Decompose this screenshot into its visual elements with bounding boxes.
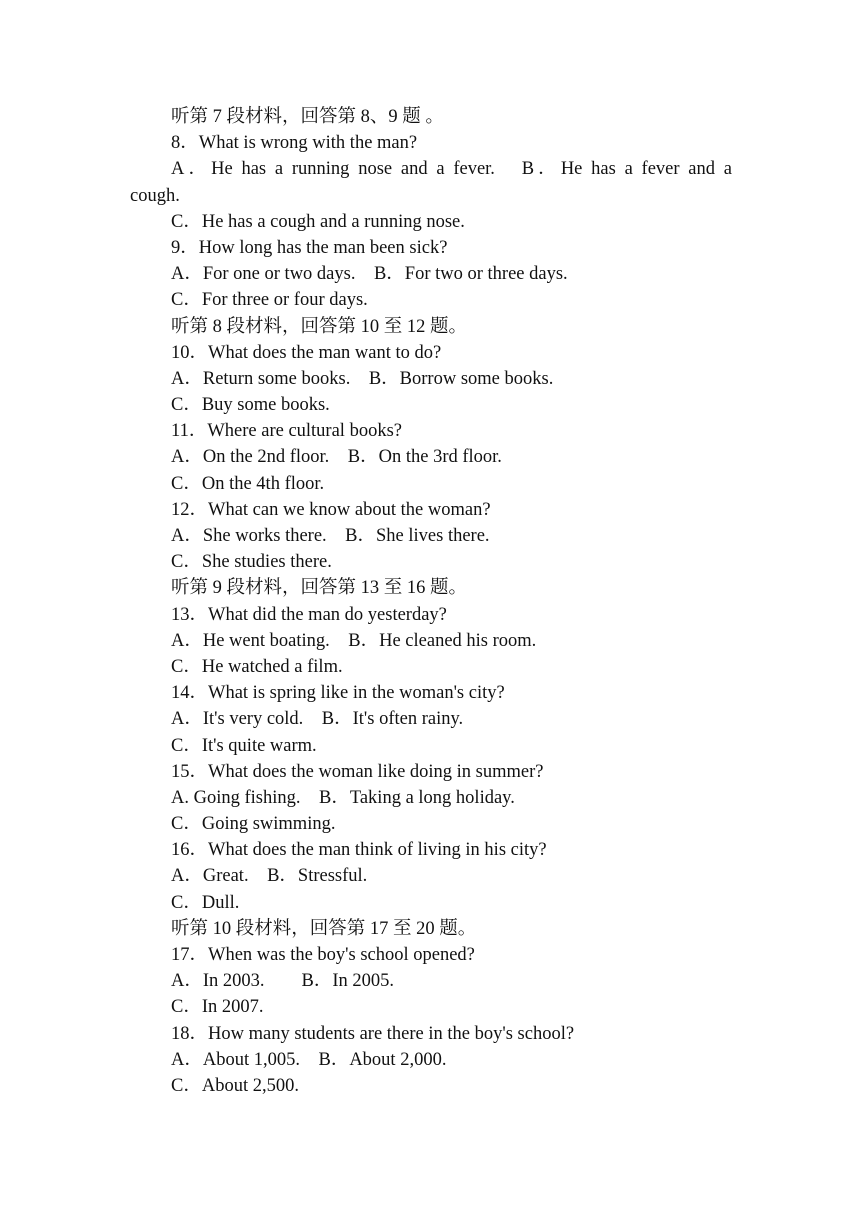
question-8-options-ab-line1: A．He has a running nose and a fever. B．He has a fever and a <box>171 159 732 180</box>
question-17-option-c: C．In 2007. <box>171 997 264 1018</box>
question-9-option-c: C．For three or four days. <box>171 290 368 311</box>
question-17: 17．When was the boy's school opened? <box>171 945 475 966</box>
question-10-option-c: C．Buy some books. <box>171 395 330 416</box>
question-11-option-c: C．On the 4th floor. <box>171 473 325 494</box>
question-18-options-ab: A．About 1,005. B．About 2,000. <box>171 1049 447 1070</box>
question-16-options-ab: A．Great. B．Stressful. <box>171 866 368 887</box>
question-11-options-ab: A．On the 2nd floor. B．On the 3rd floor. <box>171 447 502 468</box>
section-heading-8: 听第 8 段材料，回答第 10 至 12 题。 <box>171 316 468 337</box>
question-9-options-ab: A．For one or two days. B．For two or three days. <box>171 264 568 285</box>
section-heading-7: 听第 7 段材料，回答第 8、9 题 。 <box>171 107 444 127</box>
question-12: 12．What can we know about the woman? <box>171 499 491 520</box>
question-18: 18．How many students are there in the boy's school? <box>171 1023 575 1044</box>
question-8-options-ab-line2: cough. <box>130 185 180 206</box>
question-10-options-ab: A．Return some books. B．Borrow some books. <box>171 368 554 389</box>
question-15-options-ab: A. Going fishing. B．Taking a long holiday. <box>171 787 515 808</box>
question-13-option-c: C．He watched a film. <box>171 656 343 677</box>
question-9: 9．How long has the man been sick? <box>171 237 448 258</box>
question-18-option-c: C．About 2,500. <box>171 1075 299 1096</box>
question-8: 8．What is wrong with the man? <box>171 133 418 154</box>
question-16-option-c: C．Dull. <box>171 892 240 913</box>
section-heading-10: 听第 10 段材料，回答第 17 至 20 题。 <box>171 918 477 939</box>
question-8-options-ab <box>130 156 732 208</box>
section-heading-9: 听第 9 段材料，回答第 13 至 16 题。 <box>171 578 468 599</box>
question-11: 11．Where are cultural books? <box>171 421 402 442</box>
question-15-option-c: C．Going swimming. <box>171 814 336 835</box>
question-14-option-c: C．It's quite warm. <box>171 735 317 756</box>
question-16: 16．What does the man think of living in his city? <box>171 840 547 861</box>
question-14: 14．What is spring like in the woman's city? <box>171 683 505 704</box>
question-14-options-ab: A．It's very cold. B．It's often rainy. <box>171 709 464 730</box>
question-13-options-ab: A．He went boating. B．He cleaned his room. <box>171 630 537 651</box>
question-10: 10．What does the man want to do? <box>171 342 442 363</box>
question-17-options-ab: A．In 2003. B．In 2005. <box>171 971 395 992</box>
question-13: 13．What did the man do yesterday? <box>171 604 447 625</box>
question-8-option-c: C．He has a cough and a running nose. <box>171 211 465 232</box>
question-15: 15．What does the woman like doing in summer? <box>171 761 544 782</box>
question-12-option-c: C．She studies there. <box>171 552 332 573</box>
question-12-options-ab: A．She works there. B．She lives there. <box>171 526 490 547</box>
document-body <box>130 104 732 1099</box>
